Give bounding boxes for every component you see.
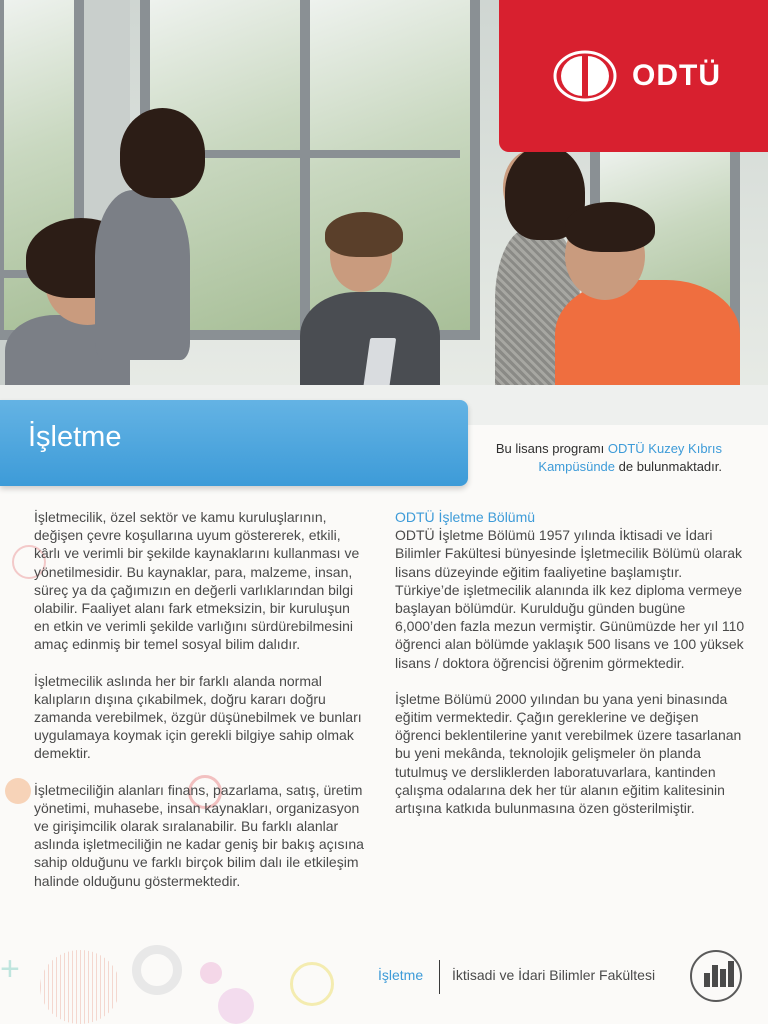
bar-chart-icon-bar	[728, 961, 734, 987]
note-suffix: de bulunmaktadır.	[615, 459, 722, 474]
decor-circle	[200, 962, 222, 984]
logo-text: ODTÜ	[632, 59, 721, 92]
paragraph: İşletme Bölümü 2000 yılından bu yana yeni binasında eğitim vermektedir. Çağın gereklerine ve değişen öğrenci beklentilerine yanıt verebilmek üzere tasarlanan bu yeni mekânda, teknolojik gelişmeler ön planda tutulmuş ve dersliklerden laboratuvarlara, kantinden çalışma odalarına dek her tür alanın eğitim kalitesinin artışına katkıda bulunmasına özen gösterilmiştir.	[395, 690, 742, 817]
student-hair	[325, 212, 403, 257]
paragraph: İşletmecilik, özel sektör ve kamu kuruluşlarının, değişen çevre koşullarına uyum göstererek, etkili, kârlı ve verimli bir şekilde kaynaklarını kullanması ve yönetilmesidir. Bu kaynaklar, para, malzeme, insan, süreç ya da çağımızın en değerli varlıklarından bilgi olabilir. Faaliyet alanı fark etmeksizin, bir kuruluşun en etkin ve verimli şekilde varlığını sürdürebilmesini amaç edinmiş bir temel sosyal bilim dalıdır.	[34, 509, 360, 653]
left-column	[34, 508, 364, 908]
section-heading: ODTÜ İşletme Bölümü	[395, 509, 536, 525]
student	[95, 190, 190, 360]
decor-plus-icon: +	[0, 950, 20, 988]
campus-note	[470, 440, 722, 476]
decor-circle	[132, 945, 182, 995]
student-hair	[565, 202, 655, 252]
footer-department: İşletme	[378, 967, 424, 983]
bar-chart-icon-bar	[704, 973, 710, 987]
right-column	[395, 508, 745, 835]
bar-chart-icon-bar	[720, 969, 726, 987]
campus-link[interactable]: ODTÜ Kuzey Kıbrıs Kampüsünde	[538, 441, 722, 474]
student-hair	[120, 108, 205, 198]
bar-chart-icon-bar	[712, 965, 718, 987]
paragraph: İşletmecilik aslında her bir farklı alanda normal kalıpların dışına çıkabilmek, doğru kararı doğru zamanda verebilmek, özgür düşünebilmek ve bunları uygulamaya koymak için gerekli bilgiye sahip olmak demektir.	[34, 672, 362, 762]
page-title: İşletme	[28, 421, 122, 453]
footer-divider	[439, 960, 440, 994]
decor-circle	[290, 962, 334, 1006]
odtu-emblem-icon	[553, 50, 617, 102]
bar-chart-icon	[690, 950, 742, 1002]
decor-stripes	[40, 950, 120, 1024]
decor-circle	[218, 988, 254, 1024]
paragraph: İşletmeciliğin alanları finans, pazarlama, satış, üretim yönetimi, muhasebe, insan kaynakları, organizasyon ve girişimcilik olarak sıralanabilir. Bu farklı alanlar aslında işletmeciliğin ne kadar geniş bir bakış açısına sahip olduğunu ve farklı birçok bilim dalı ile etkileşim halinde olduğunu göstermektedir.	[34, 781, 364, 889]
footer-faculty: İktisadi ve İdari Bilimler Fakültesi	[452, 967, 656, 983]
paragraph: ODTÜ İşletme Bölümü 1957 yılında İktisadi ve İdari Bilimler Fakültesi bünyesinde İşletmecilik Bölümü olarak lisans düzeyinde eğitim faaliyetine başlamıştır. Türkiye’de işletmecilik alanında ilk kez diploma vermeye başlayan bölümdür. Kurulduğu günden bugüne 6,000’den fazla mezun vermiştir. Günümüzde her yıl 110 öğrenci alan bölümde yaklaşık 500 lisans ve 100 yüksek lisans / doktora öğrencisi öğrenim görmektedir.	[395, 527, 745, 671]
note-prefix: Bu lisans programı	[495, 441, 608, 456]
decor-circle	[5, 778, 31, 804]
window	[300, 0, 480, 340]
